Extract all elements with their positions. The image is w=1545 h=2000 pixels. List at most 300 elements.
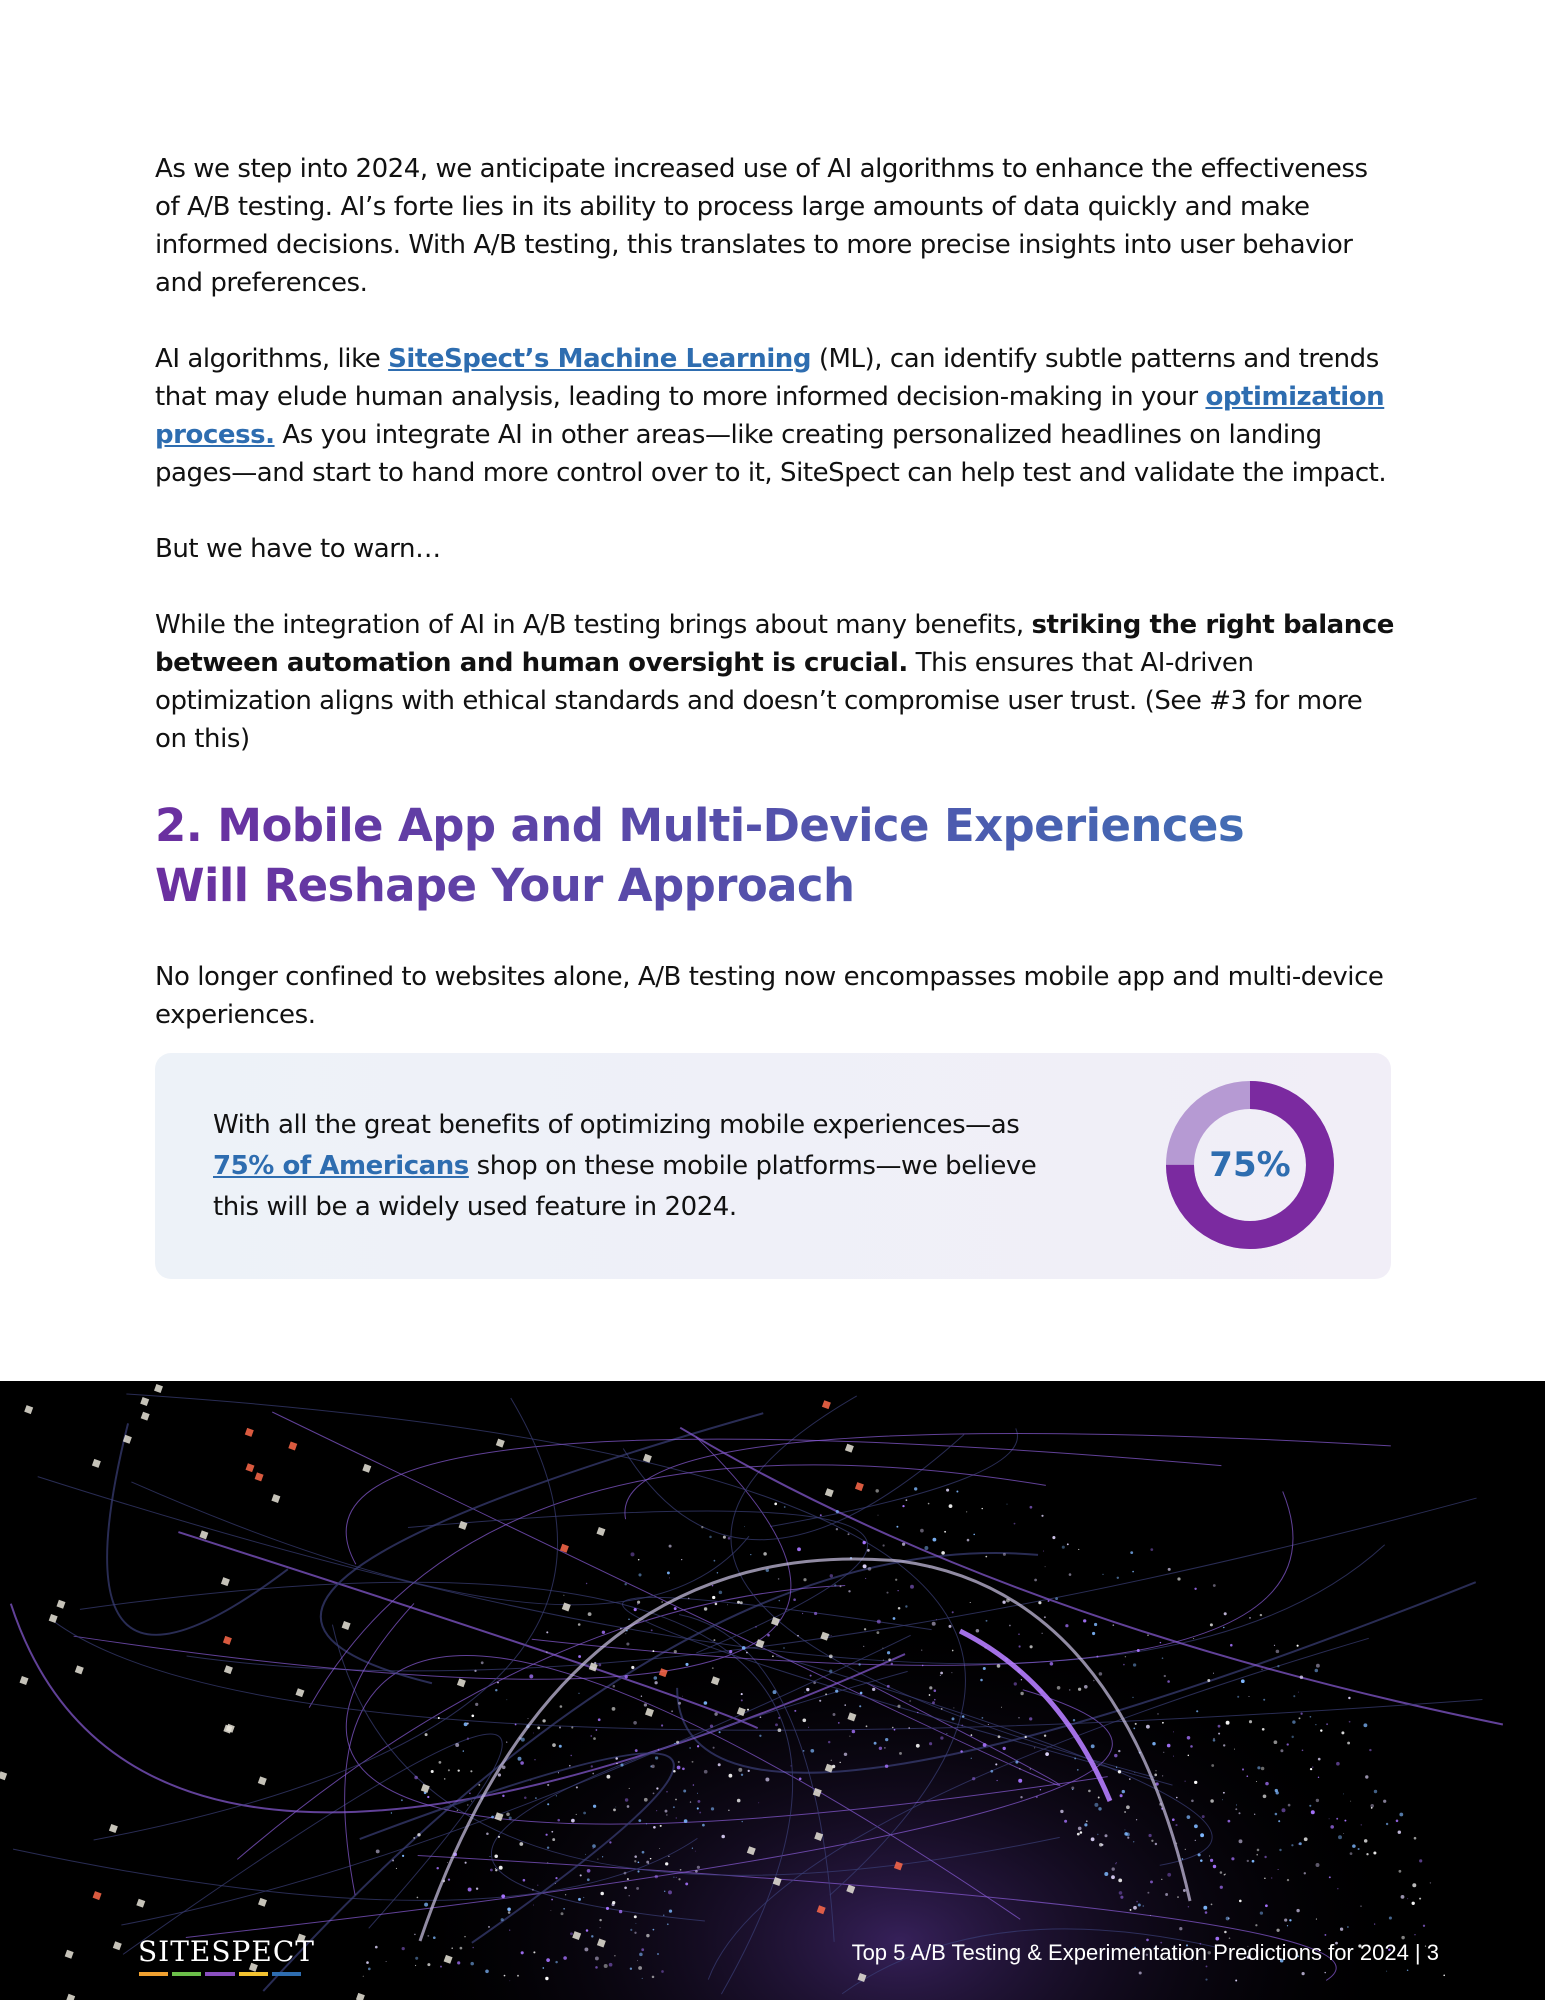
particle	[905, 1605, 907, 1607]
paragraph-ai-algorithms	[155, 340, 1395, 492]
particle	[1014, 1682, 1017, 1685]
particle	[592, 1844, 596, 1848]
particle	[1386, 1823, 1388, 1825]
particle	[1229, 1937, 1231, 1939]
particle	[868, 1567, 872, 1571]
particle	[1318, 1758, 1321, 1761]
particle	[983, 1667, 986, 1670]
particle	[1236, 1804, 1237, 1805]
particle	[644, 1798, 648, 1802]
particle	[666, 1791, 668, 1793]
particle	[1340, 1928, 1341, 1929]
particle	[742, 1821, 743, 1822]
text-span: shop on these mobile platforms—we believe this will be a widely used feature in 2024.	[213, 1151, 1037, 1222]
particle	[1274, 1645, 1275, 1646]
particle	[1038, 1601, 1041, 1604]
particle	[1172, 1818, 1175, 1821]
particle	[625, 1798, 628, 1801]
particle	[561, 1912, 564, 1915]
particle	[1041, 1515, 1043, 1517]
particle	[460, 1947, 463, 1950]
particle	[1190, 1745, 1193, 1748]
particle	[467, 1804, 468, 1805]
particle	[1150, 1548, 1153, 1551]
particle	[848, 1533, 850, 1535]
particle	[704, 1770, 708, 1774]
particle	[616, 1763, 617, 1764]
particle	[712, 1667, 714, 1669]
particle	[902, 1505, 904, 1507]
particle	[658, 1749, 660, 1751]
particle	[775, 1723, 778, 1726]
particle	[1358, 1848, 1360, 1850]
particle	[1165, 1893, 1168, 1896]
particle	[1139, 1971, 1142, 1974]
particle	[712, 1596, 715, 1599]
data-square	[223, 1636, 232, 1645]
particle	[803, 1578, 806, 1581]
particle	[747, 1709, 749, 1711]
particle	[597, 1859, 598, 1860]
particle	[634, 1608, 637, 1611]
particle	[980, 1679, 983, 1682]
particle	[1118, 1879, 1122, 1883]
particle	[1247, 1860, 1249, 1862]
particle	[1399, 1870, 1402, 1873]
particle	[714, 1712, 717, 1715]
particle	[615, 1807, 616, 1808]
particle	[615, 1757, 618, 1760]
particle	[1264, 1856, 1266, 1858]
particle	[1239, 1900, 1242, 1903]
particle	[860, 1692, 863, 1695]
particle	[1235, 1980, 1237, 1982]
particle	[951, 1672, 952, 1673]
logo-bar-segment	[239, 1972, 268, 1976]
particle	[612, 1707, 616, 1711]
particle	[591, 1935, 593, 1937]
particle	[1210, 1859, 1213, 1862]
particle	[1223, 1744, 1225, 1746]
particle	[746, 1652, 748, 1654]
particle	[1430, 1882, 1431, 1883]
particle	[1412, 1883, 1416, 1887]
particle	[1072, 1789, 1073, 1790]
particle	[542, 1719, 545, 1722]
particle	[498, 1773, 501, 1776]
particle	[1200, 1833, 1204, 1837]
particle	[571, 1819, 575, 1823]
particle	[593, 1805, 596, 1808]
link-optimization-process[interactable]: optimization process.	[155, 382, 1385, 450]
particle	[653, 1929, 655, 1931]
particle	[642, 1978, 643, 1979]
particle	[1003, 1747, 1006, 1750]
particle	[1069, 1573, 1072, 1576]
particle	[585, 1854, 586, 1855]
logo-color-bar	[139, 1972, 301, 1976]
particle	[760, 1716, 762, 1718]
particle	[448, 1878, 450, 1880]
particle	[1094, 1623, 1097, 1626]
particle	[1130, 1909, 1132, 1911]
particle	[1277, 1665, 1279, 1667]
particle	[956, 1491, 958, 1493]
particle	[1276, 1929, 1279, 1932]
data-square	[457, 1678, 466, 1687]
particle	[1224, 1612, 1227, 1615]
particle	[934, 1699, 936, 1701]
particle	[1194, 1781, 1197, 1784]
particle	[1001, 1707, 1002, 1708]
particle	[902, 1543, 905, 1546]
particle	[1260, 1911, 1263, 1914]
particle	[744, 1526, 745, 1527]
particle	[637, 1601, 640, 1604]
particle	[1123, 1664, 1125, 1666]
particle	[891, 1663, 893, 1665]
particle	[1162, 1657, 1164, 1659]
particle	[1310, 1768, 1312, 1770]
particle	[532, 1889, 534, 1891]
particle	[644, 1703, 647, 1706]
particle	[474, 1670, 476, 1672]
particle	[898, 1607, 901, 1610]
particle	[1263, 1794, 1267, 1798]
particle	[654, 1676, 658, 1680]
particle	[1341, 1731, 1344, 1734]
particle	[1261, 1767, 1265, 1771]
particle	[765, 1778, 769, 1782]
particle	[506, 1699, 507, 1700]
particle	[1114, 1754, 1117, 1757]
particle	[887, 1651, 890, 1654]
particle	[685, 1882, 688, 1885]
particle	[1254, 1814, 1255, 1815]
particle	[961, 1725, 963, 1727]
particle	[472, 1947, 474, 1949]
particle	[1162, 1722, 1164, 1724]
particle	[1036, 1796, 1038, 1798]
particle	[830, 1574, 833, 1577]
network-line	[625, 1433, 1391, 1519]
particle	[1078, 1688, 1081, 1691]
particle	[458, 1769, 460, 1771]
particle	[1363, 1723, 1367, 1727]
data-square	[65, 1950, 74, 1959]
particle	[1369, 1749, 1371, 1751]
particle	[1148, 1834, 1151, 1837]
particle	[783, 1647, 785, 1649]
particle	[555, 1883, 556, 1884]
particle	[997, 1780, 998, 1781]
particle	[1194, 1588, 1196, 1590]
particle	[767, 1634, 770, 1637]
particle	[848, 1590, 850, 1592]
particle	[878, 1515, 879, 1516]
particle	[1018, 1779, 1022, 1783]
particle	[920, 1529, 924, 1533]
particle	[1312, 1766, 1314, 1768]
particle	[521, 1951, 524, 1954]
particle	[504, 1975, 506, 1977]
particle	[1086, 1820, 1088, 1822]
particle	[917, 1712, 918, 1713]
particle	[427, 1796, 429, 1798]
particle	[1084, 1823, 1087, 1826]
particle	[953, 1707, 954, 1708]
link-75-percent-americans[interactable]: 75% of Americans	[213, 1151, 469, 1181]
particle	[1078, 1827, 1082, 1831]
particle	[1009, 1625, 1011, 1627]
particle	[1231, 1857, 1234, 1860]
data-square	[362, 1464, 371, 1473]
particle	[682, 1696, 683, 1697]
particle	[810, 1749, 814, 1753]
particle	[431, 1770, 434, 1773]
particle	[602, 1631, 605, 1634]
particle	[1118, 1750, 1120, 1752]
particle	[1163, 1752, 1164, 1753]
particle	[659, 1848, 660, 1849]
particle	[1414, 1934, 1415, 1935]
particle	[1048, 1600, 1050, 1602]
particle	[1350, 1801, 1351, 1802]
particle	[375, 1946, 378, 1949]
particle	[1320, 1729, 1322, 1731]
particle	[1265, 1904, 1268, 1907]
particle	[1324, 1934, 1326, 1936]
particle	[1337, 1888, 1339, 1890]
particle	[1348, 1697, 1350, 1699]
particle	[1040, 1789, 1041, 1790]
particle	[600, 1892, 604, 1896]
particle	[828, 1741, 830, 1743]
particle	[1255, 1924, 1257, 1926]
particle	[547, 1803, 549, 1805]
particle	[940, 1675, 941, 1676]
particle	[874, 1742, 877, 1745]
particle	[1161, 1879, 1162, 1880]
particle	[629, 1788, 630, 1789]
particle	[997, 1664, 1001, 1668]
particle	[895, 1579, 897, 1581]
logo-bar-segment	[272, 1972, 301, 1976]
particle	[1261, 1669, 1262, 1670]
particle	[1386, 1971, 1387, 1972]
data-square	[245, 1428, 254, 1437]
particle	[1045, 1566, 1046, 1567]
particle	[1287, 1743, 1289, 1745]
particle	[674, 1743, 675, 1744]
particle	[533, 1951, 535, 1953]
link-sitespect-machine-learning[interactable]: SiteSpect’s Machine Learning	[388, 344, 811, 374]
particle	[697, 1807, 699, 1809]
particle	[501, 1894, 505, 1898]
particle	[1102, 1574, 1103, 1575]
particle	[680, 1869, 682, 1871]
particle	[509, 1930, 510, 1931]
particle	[1135, 1723, 1137, 1725]
particle	[464, 1936, 466, 1938]
particle	[600, 1927, 601, 1928]
particle	[498, 1836, 500, 1838]
particle	[668, 1856, 669, 1857]
particle	[1050, 1662, 1054, 1666]
particle	[711, 1807, 714, 1810]
particle	[685, 1663, 688, 1666]
particle	[799, 1778, 802, 1781]
particle	[595, 1956, 599, 1960]
particle	[1209, 1855, 1210, 1856]
data-square	[562, 1602, 571, 1611]
particle	[899, 1752, 902, 1755]
particle	[1120, 1896, 1123, 1899]
particle	[1389, 1916, 1392, 1919]
particle	[1112, 1867, 1115, 1870]
particle	[506, 1741, 507, 1742]
particle	[631, 1552, 635, 1556]
particle	[1179, 1927, 1182, 1930]
particle	[1238, 1812, 1240, 1814]
particle	[652, 1650, 654, 1652]
globe-network-image	[0, 1381, 1545, 2000]
particle	[1126, 1805, 1130, 1809]
particle	[537, 1885, 538, 1886]
particle	[834, 1584, 836, 1586]
particle	[1292, 1720, 1295, 1723]
particle	[986, 1620, 988, 1622]
particle	[433, 1936, 436, 1939]
particle	[1343, 1833, 1344, 1834]
particle	[1020, 1796, 1022, 1798]
particle	[1060, 1810, 1063, 1813]
particle	[1374, 1790, 1377, 1793]
particle	[1018, 1634, 1019, 1635]
particle	[1042, 1633, 1043, 1634]
particle	[1167, 1744, 1171, 1748]
particle	[1055, 1597, 1058, 1600]
particle	[1177, 1577, 1180, 1580]
donut-chart-icon	[1165, 1080, 1335, 1250]
particle	[542, 1967, 544, 1969]
particle	[897, 1705, 900, 1708]
particle	[858, 1663, 860, 1665]
particle	[519, 1842, 523, 1846]
particle	[1344, 1820, 1346, 1822]
particle	[627, 1805, 630, 1808]
particle	[971, 1734, 973, 1736]
particle	[934, 1689, 937, 1692]
particle	[697, 1793, 698, 1794]
data-square	[845, 1444, 854, 1453]
particle	[376, 1849, 380, 1853]
particle	[1117, 1577, 1119, 1579]
particle	[1151, 1840, 1153, 1842]
particle	[1225, 1874, 1226, 1875]
particle	[742, 1646, 746, 1650]
particle	[1007, 1504, 1008, 1505]
particle	[929, 1686, 932, 1689]
particle	[916, 1744, 920, 1748]
particle	[1188, 1906, 1189, 1907]
particle	[1289, 1919, 1291, 1921]
particle	[713, 1747, 715, 1749]
sitespect-logo: SITESPECT	[138, 1935, 315, 1968]
particle	[1350, 1852, 1353, 1855]
particle	[690, 1801, 691, 1802]
particle	[1014, 1523, 1016, 1525]
particle	[875, 1489, 878, 1492]
particle	[936, 1619, 937, 1620]
particle	[630, 1929, 632, 1931]
particle	[527, 1718, 528, 1719]
particle	[1119, 1891, 1123, 1895]
particle	[893, 1617, 896, 1620]
particle	[1168, 1568, 1171, 1571]
particle	[392, 1860, 394, 1862]
particle	[661, 1724, 663, 1726]
particle	[593, 1737, 596, 1740]
particle	[772, 1655, 774, 1657]
particle	[932, 1622, 936, 1626]
particle	[909, 1700, 910, 1701]
data-square	[246, 1463, 255, 1472]
particle	[1235, 1808, 1237, 1810]
particle	[613, 1809, 616, 1812]
particle	[967, 1539, 970, 1542]
particle	[1396, 1820, 1399, 1823]
particle	[547, 1846, 549, 1848]
particle	[1205, 1979, 1207, 1981]
particle	[1326, 1723, 1328, 1725]
particle	[591, 1765, 593, 1767]
particle	[455, 1743, 459, 1747]
particle	[1091, 1744, 1095, 1748]
particle	[966, 1511, 967, 1512]
text-span: This ensures that AI-driven optimization aligns with ethical standards and doesn’t compromise user trust. (See #3 for more on this)	[155, 648, 1363, 754]
particle	[651, 1629, 653, 1631]
particle	[1304, 1872, 1306, 1874]
particle	[637, 1960, 638, 1961]
particle	[1264, 1878, 1265, 1879]
particle	[1282, 1808, 1286, 1812]
particle	[929, 1694, 931, 1696]
particle	[1034, 1579, 1037, 1582]
particle	[1029, 1717, 1032, 1720]
particle	[867, 1549, 870, 1552]
particle	[982, 1717, 984, 1719]
particle	[1211, 1764, 1214, 1767]
particle	[1401, 1936, 1404, 1939]
particle	[692, 1848, 693, 1849]
particle	[814, 1612, 817, 1615]
particle	[537, 1727, 540, 1730]
particle	[985, 1556, 987, 1558]
particle	[699, 1812, 701, 1814]
particle	[819, 1700, 821, 1702]
particle	[1143, 1905, 1145, 1907]
donut-percent-label: 75%	[1209, 1145, 1291, 1185]
particle	[1162, 1775, 1163, 1776]
particle	[755, 1626, 757, 1628]
particle	[1364, 1839, 1368, 1843]
particle	[1414, 1837, 1417, 1840]
particle	[588, 1612, 592, 1616]
text-span: While the integration of AI in A/B testing brings about many benefits,	[155, 610, 1032, 640]
particle	[425, 1733, 428, 1736]
data-square	[141, 1412, 150, 1421]
